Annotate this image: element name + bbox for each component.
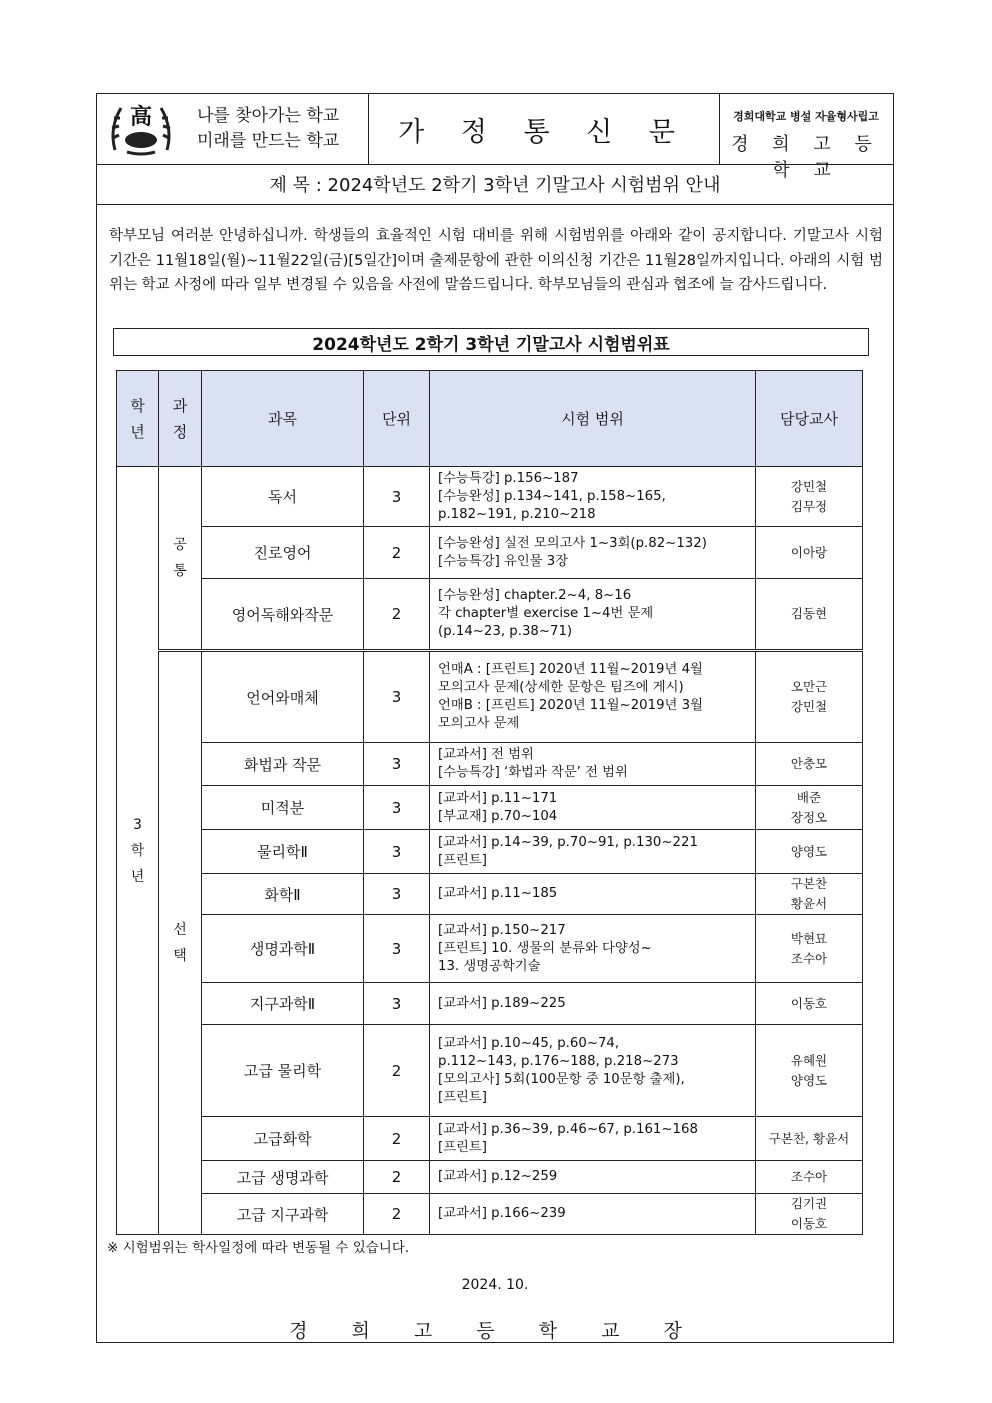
range-line: p.182~191, p.210~218	[438, 506, 596, 522]
teacher-name: 황윤서	[790, 896, 828, 911]
range-cell	[430, 830, 756, 874]
course-common-cell: 공 통	[159, 467, 202, 651]
school-info	[719, 94, 893, 181]
issue-date: 2024. 10.	[461, 1277, 529, 1293]
teacher-name: 오만근	[790, 679, 828, 694]
header-units: 단위	[364, 371, 430, 467]
teacher-name: 안충모	[790, 756, 828, 771]
range-line: [프린트]	[438, 852, 487, 868]
range-line: [교과서] p.36~39, p.46~67, p.161~168	[438, 1121, 698, 1137]
table-body	[117, 467, 863, 1235]
range-line: [모의고사] 5회(100문항 중 10문항 출제),	[438, 1071, 685, 1087]
units-cell: 3	[364, 830, 430, 874]
teacher-name: 조수아	[790, 950, 828, 966]
motto-line-1: 나를 찾아가는 학교	[197, 106, 340, 126]
principal-signature: 경 희 고 등 학 교 장	[289, 1320, 701, 1342]
range-line: [교과서] 전 범위	[438, 747, 534, 762]
teacher-name: 김무정	[790, 498, 828, 514]
units-cell: 3	[364, 983, 430, 1025]
table-row	[117, 1161, 863, 1194]
range-cell	[430, 1025, 756, 1117]
table-row	[117, 467, 863, 527]
range-cell	[430, 1161, 756, 1194]
newsletter-title: 가 정 통 신 문	[368, 94, 720, 164]
subject-cell: 영어독해와작문	[202, 579, 364, 651]
subject-cell: 생명과학Ⅱ	[202, 915, 364, 983]
table-row	[117, 1194, 863, 1235]
teacher-cell	[756, 983, 863, 1025]
range-cell	[430, 915, 756, 983]
table-row	[117, 1025, 863, 1117]
range-line: [교과서] p.189~225	[438, 995, 566, 1011]
header-teacher: 담당교사	[756, 371, 863, 467]
teacher-cell	[756, 874, 863, 915]
grade-cell: 3 학 년	[117, 467, 159, 1235]
range-line: [교과서] p.12~259	[438, 1169, 558, 1184]
units-cell: 3	[364, 743, 430, 786]
range-cell	[430, 527, 756, 579]
range-line: [프린트] 10. 생물의 분류와 다양성~	[438, 940, 652, 956]
subject-cell: 고급 지구과학	[202, 1194, 364, 1235]
range-line: [교과서] p.150~217	[438, 922, 566, 938]
intro-paragraph: 학부모님 여러분 안녕하십니까. 학생들의 효율적인 시험 대비를 위해 시험범위를 아래와 같이 공지합니다. 기말고사 시험 기간은 11월18일(월)~11월22일(금)[5일간]이며 출제문항에 관한 이의신청 기간은 11월28일까지입니다. 아래의 시험 범위는 학교 사정에 따라 일부 변경될 수 있음을 사전에 말씀드립니다. 학부모님들의 관심과 협조에 늘 감사드립니다.	[109, 228, 883, 293]
header-subject: 과목	[202, 371, 364, 467]
teacher-cell	[756, 651, 863, 743]
table-row	[117, 743, 863, 786]
teacher-cell	[756, 830, 863, 874]
subject-cell: 화학Ⅱ	[202, 874, 364, 915]
units-cell: 2	[364, 1117, 430, 1161]
range-cell	[430, 1194, 756, 1235]
teacher-cell	[756, 1025, 863, 1117]
units-cell: 2	[364, 527, 430, 579]
units-cell: 3	[364, 786, 430, 830]
range-line: [수능완성] p.134~141, p.158~165,	[438, 488, 666, 504]
teacher-name: 박현묘	[790, 930, 828, 946]
course-elective-cell: 선 택	[159, 651, 202, 1235]
range-cell	[430, 1117, 756, 1161]
table-row	[117, 1117, 863, 1161]
header-range: 시험 범위	[430, 371, 756, 467]
table-row	[117, 786, 863, 830]
range-line: [수능특강] 유인물 3장	[438, 553, 569, 569]
teacher-name: 강민철	[790, 478, 828, 494]
units-cell: 3	[364, 467, 430, 527]
table-title: 2024학년도 2학기 3학년 기말고사 시험범위표	[113, 328, 869, 356]
teacher-name: 이아랑	[790, 544, 828, 560]
subject-cell: 물리학Ⅱ	[202, 830, 364, 874]
subject-cell: 미적분	[202, 786, 364, 830]
range-line: 언매B : [프린트] 2020년 11월~2019년 3월	[438, 698, 703, 713]
teacher-cell	[756, 1117, 863, 1161]
teacher-cell	[756, 1161, 863, 1194]
units-cell: 3	[364, 651, 430, 743]
units-cell: 2	[364, 579, 430, 651]
school-affiliation: 경희대학교 병설 자율형사립고	[733, 110, 879, 123]
range-line: [프린트]	[438, 1089, 487, 1105]
table-row	[117, 874, 863, 915]
table-row	[117, 983, 863, 1025]
units-cell: 3	[364, 915, 430, 983]
table-header-row	[117, 371, 863, 467]
teacher-cell	[756, 1194, 863, 1235]
subject-cell: 고급 물리학	[202, 1025, 364, 1117]
school-emblem-icon	[105, 98, 177, 158]
teacher-name: 강민철	[790, 699, 828, 714]
subject-cell: 화법과 작문	[202, 743, 364, 786]
range-line: 모의고사 문제	[438, 716, 520, 731]
teacher-name: 구본찬	[790, 876, 828, 891]
range-line: 모의고사 문제(상세한 문항은 팀즈에 게시)	[438, 680, 684, 695]
teacher-name: 양영도	[790, 843, 828, 859]
range-line: [교과서] p.166~239	[438, 1206, 566, 1221]
range-cell	[430, 579, 756, 651]
subject-cell: 고급 생명과학	[202, 1161, 364, 1194]
range-line: (p.14~23, p.38~71)	[438, 624, 573, 639]
mottos	[197, 104, 339, 154]
range-cell	[430, 983, 756, 1025]
range-line: [교과서] p.11~171	[438, 790, 558, 806]
range-line: [수능특강] p.156~187	[438, 470, 579, 486]
exam-range-table	[116, 370, 863, 1235]
range-line: p.112~143, p.176~188, p.218~273	[438, 1053, 679, 1069]
units-cell: 2	[364, 1194, 430, 1235]
units-cell: 2	[364, 1161, 430, 1194]
range-cell	[430, 874, 756, 915]
table-row	[117, 579, 863, 651]
units-cell: 2	[364, 1025, 430, 1117]
range-line: [수능특강] ‘화법과 작문’ 전 범위	[438, 765, 628, 780]
teacher-name: 김동현	[790, 606, 828, 621]
header-grade: 학 년	[117, 371, 159, 467]
teacher-name: 유혜원	[790, 1052, 828, 1068]
subject-cell: 언어와매체	[202, 651, 364, 743]
units-cell: 3	[364, 874, 430, 915]
table-row	[117, 527, 863, 579]
range-line: [교과서] p.10~45, p.60~74,	[438, 1035, 620, 1051]
teacher-name: 조수아	[790, 1169, 828, 1184]
range-cell	[430, 786, 756, 830]
teacher-name: 양영도	[790, 1072, 828, 1088]
range-line: 언매A : [프린트] 2020년 11월~2019년 4월	[438, 662, 703, 677]
subject-cell: 고급화학	[202, 1117, 364, 1161]
range-cell	[430, 467, 756, 527]
document-frame	[96, 93, 894, 1343]
range-line: [수능완성] 실전 모의고사 1~3회(p.82~132)	[438, 535, 707, 551]
range-line: [부교재] p.70~104	[438, 808, 558, 824]
school-name: 경 희 고 등 학 교	[731, 134, 881, 181]
header-motto-cell	[97, 94, 369, 164]
subject-line: 제 목 : 2024학년도 2학기 3학년 기말고사 시험범위 안내	[97, 164, 893, 205]
subject-cell: 독서	[202, 467, 364, 527]
teacher-name: 장정오	[790, 809, 828, 825]
range-line: [교과서] p.11~185	[438, 886, 558, 901]
header	[97, 94, 893, 181]
emblem-glyph: 高	[129, 104, 153, 130]
teacher-cell	[756, 579, 863, 651]
teacher-cell	[756, 743, 863, 786]
teacher-name: 이동호	[790, 1216, 828, 1231]
range-line: [프린트]	[438, 1139, 487, 1155]
table-row	[117, 651, 863, 743]
table-row	[117, 915, 863, 983]
subject-cell: 진로영어	[202, 527, 364, 579]
range-line: [수능완성] chapter.2~4, 8~16	[438, 588, 632, 603]
footnote: ※ 시험범위는 학사일정에 따라 변동될 수 있습니다.	[107, 1240, 410, 1256]
teacher-name: 김기권	[790, 1196, 828, 1211]
teacher-cell	[756, 467, 863, 527]
range-line: [교과서] p.14~39, p.70~91, p.130~221	[438, 834, 698, 850]
range-line: 13. 생명공학기술	[438, 958, 541, 974]
subject-cell: 지구과학Ⅱ	[202, 983, 364, 1025]
teacher-cell	[756, 786, 863, 830]
range-cell	[430, 651, 756, 743]
range-line: 각 chapter별 exercise 1~4번 문제	[438, 606, 654, 621]
teacher-name: 배준	[796, 789, 822, 805]
teacher-name: 구본찬, 황윤서	[768, 1130, 850, 1146]
teacher-cell	[756, 915, 863, 983]
motto-line-2: 미래를 만드는 학교	[197, 131, 340, 151]
teacher-cell	[756, 527, 863, 579]
header-course: 과 정	[159, 371, 202, 467]
teacher-name: 이동호	[790, 995, 828, 1011]
table-row	[117, 830, 863, 874]
range-cell	[430, 743, 756, 786]
